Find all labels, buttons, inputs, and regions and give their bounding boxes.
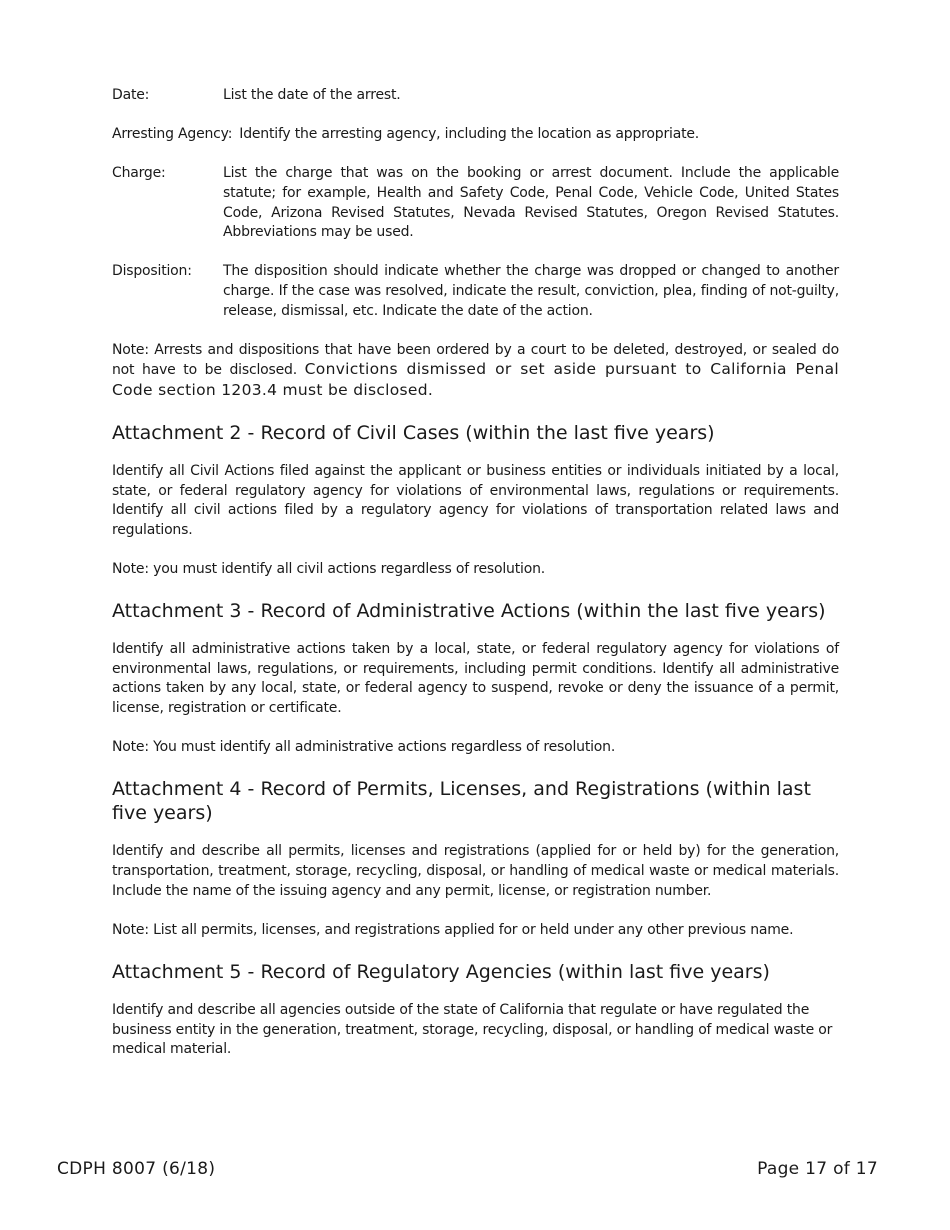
definition-text: The disposition should indicate whether the charge was dropped or changed to another charge. If the case was resolved, indicate the result, conviction, plea, finding of not-guilty, release, dismissal, etc. Indicate the date of the action. [223, 263, 839, 319]
arrest-disclosure-note [112, 341, 839, 402]
arrest-note-lead: Note: Arrests and dispositions that have been ordered by a court to be deleted, destroyed, or sealed do not have to be disclosed. [112, 341, 839, 379]
definition-term: Disposition: [112, 263, 192, 280]
definition-disposition [112, 262, 839, 321]
definition-text: List the date of the arrest. [223, 87, 401, 103]
section-body-regulatory-agencies: Identify and describe all agencies outside of the state of California that regulate or have regulated the business entity in the generation, treatment, storage, recycling, disposal, or handling of medical waste or medical material. [112, 1001, 833, 1058]
section-body-permits: Identify and describe all permits, licenses and registrations (applied for or held by) for the generation, transportation, treatment, storage, recycling, disposal, or handling of medical waste or medical materials. Include the name of the issuing agency and any permit, license, or registration number. [112, 843, 839, 899]
definition-text: Identify the arresting agency, including the location as appropriate. [239, 126, 700, 143]
definition-text: List the charge that was on the booking or arrest document. Include the applicable statute; for example, Health and Safety Code, Penal Code, Vehicle Code, United States Code, Arizona Revised Statutes, Nevada Revised Statutes, Oregon Revised Statutes. Abbreviations may be used. [223, 165, 839, 241]
definition-charge [112, 164, 839, 242]
definition-date [112, 86, 839, 106]
section-heading-civil-cases: Attachment 2 - Record of Civil Cases (within the last five years) [112, 422, 715, 445]
section-heading-permits: Attachment 4 - Record of Permits, Licenses, and Registrations (within last five years) [112, 778, 811, 825]
arrest-note-tail: Convictions dismissed or set aside pursuant to California Penal Code section 1203.4 must be disclosed. [112, 360, 839, 399]
section-heading-regulatory-agencies: Attachment 5 - Record of Regulatory Agencies (within last five years) [112, 960, 770, 983]
section-body-administrative-actions: Identify all administrative actions taken by a local, state, or federal regulatory agency for violations of environmental laws, regulations, or requirements, including permit conditions. Identify all administrative actions taken by any local, state, or federal agency to suspend, revoke or deny the issuance of a permit, license, registration or certificate. [112, 641, 839, 717]
form-id: CDPH 8007 (6/18) [57, 1159, 216, 1179]
section-heading-administrative-actions: Attachment 3 - Record of Administrative Actions (within the last five years) [112, 600, 826, 623]
section-note-administrative-actions: Note: You must identify all administrative actions regardless of resolution. [112, 739, 616, 756]
definition-term: Charge: [112, 165, 166, 182]
definition-term: Date: [112, 87, 150, 103]
document-body [112, 86, 839, 1060]
section-note-civil-cases: Note: you must identify all civil actions regardless of resolution. [112, 561, 545, 578]
definition-arresting-agency [112, 125, 839, 145]
page-footer [57, 1158, 878, 1180]
page-number: Page 17 of 17 [757, 1159, 878, 1179]
section-note-permits: Note: List all permits, licenses, and registrations applied for or held under any other previous name. [112, 921, 794, 938]
definition-term: Arresting Agency: [112, 126, 233, 143]
section-body-civil-cases: Identify all Civil Actions filed against the applicant or business entities or individuals initiated by a local, state, or federal regulatory agency for violations of environmental laws, regulations or requirements. Identify all civil actions filed by a regulatory agency for violations of transportation related laws and regulations. [112, 463, 839, 538]
